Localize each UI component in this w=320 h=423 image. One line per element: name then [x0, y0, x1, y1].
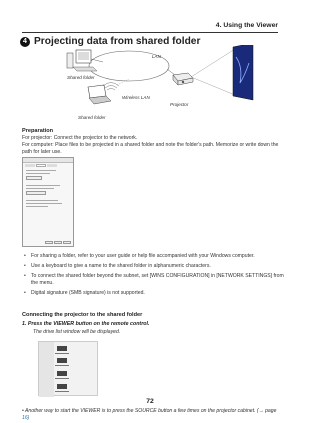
drive-list-window-image — [38, 341, 98, 396]
projection-screen-icon — [233, 45, 253, 100]
wired-link — [91, 59, 103, 62]
list-item: • Digital signature (SMB signature) is not supported. — [22, 290, 284, 297]
shared-folder-bottom-label: Shared folder — [78, 115, 106, 120]
notes-list — [22, 253, 284, 300]
shared-folder-top-label: Shared folder — [67, 75, 95, 80]
header-rule — [22, 32, 278, 33]
preparation-title: Preparation — [22, 128, 54, 134]
preparation-line-1: For projector: Connect the projector to the network. — [22, 135, 138, 141]
projector-label: Projector — [170, 102, 189, 107]
list-item: • To connect the shared folder beyond the subnet, set [WINS CONFIGURATION] in [NETWORK SETTINGS] from the menu. — [22, 273, 284, 287]
viewer-note: • Another way to start the VIEWER is to press the SOURCE button a few times on the projector cabinet. (→ page 16) — [22, 408, 277, 421]
note-text: Another way to start the VIEWER is to press the SOURCE button a few times on the projector cabinet. (→ page — [25, 408, 277, 414]
wireless-waves-icon — [103, 83, 119, 91]
wireless-link — [117, 79, 129, 85]
step-1-description: The drive list window will be displayed. — [33, 329, 121, 335]
drive-icon — [57, 371, 67, 376]
wireless-lan-label: Wireless LAN — [122, 95, 150, 100]
list-item: • Use a keyboard to give a name to the shared folder in alphanumeric characters. — [22, 263, 284, 270]
section-title: Projecting data from shared folder — [34, 36, 201, 47]
drive-icon — [57, 358, 67, 363]
desktop-computer-icon — [67, 50, 97, 71]
page-number: 72 — [146, 398, 154, 405]
preparation-line-2: For computer: Place files to be projected in a shared folder and note the folder's path. Memorize or write down the path for later use. — [22, 142, 279, 155]
connecting-title: Connecting the projector to the shared folder — [22, 312, 143, 318]
drive-icon — [57, 346, 67, 351]
chapter-header: 4. Using the Viewer — [215, 22, 278, 29]
projection-beam — [191, 49, 235, 95]
folder-properties-dialog-image — [22, 157, 74, 247]
step-1: 1. Press the VIEWER button on the remote control. — [22, 321, 150, 327]
laptop-icon — [88, 85, 111, 104]
projector-link — [167, 69, 175, 75]
page-reference-link[interactable]: 16) — [22, 415, 30, 421]
section-number-badge: 4 — [20, 37, 30, 47]
lan-label: LAN — [152, 54, 161, 59]
list-item: • For sharing a folder, refer to your user guide or help file accompanied with your Windows computer. — [22, 253, 284, 260]
drive-icon — [57, 384, 67, 389]
projector-icon — [173, 73, 193, 85]
